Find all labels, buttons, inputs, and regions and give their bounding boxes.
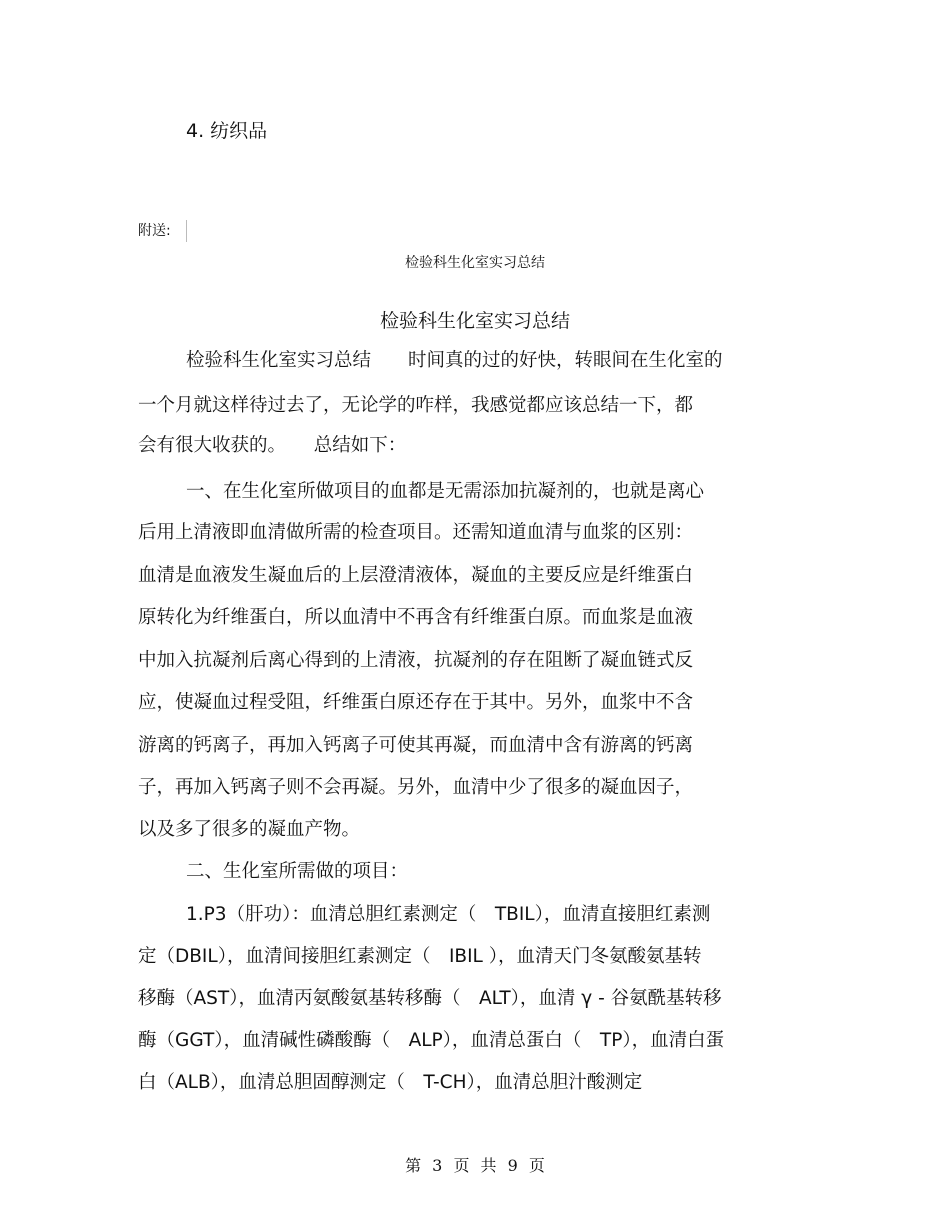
body-line: 原转化为纤维蛋白，所以血清中不再含有纤维蛋白原。而血浆是血液 (138, 607, 694, 628)
body-line: 定（DBIL），血清间接胆红素测定（ IBIL ），血清天门冬氨酸氨基转 (138, 946, 702, 967)
page-footer: 第 3 页 共 9 页 (405, 1156, 545, 1175)
text-cursor-divider (186, 220, 187, 242)
body-line: 中加入抗凝剂后离心得到的上清液，抗凝剂的存在阻断了凝血链式反 (138, 650, 694, 671)
item-heading: 4. 纺织品 (186, 120, 268, 142)
body-line: 检验科生化室实习总结 时间真的过的好快，转眼间在生化室的 (186, 350, 723, 371)
document-title: 检验科生化室实习总结 (379, 310, 570, 332)
appendix-label: 附送: (138, 223, 171, 239)
body-line: 一个月就这样待过去了，无论学的咋样，我感觉都应该总结一下，都 (138, 395, 694, 416)
body-line: 一、在生化室所做项目的血都是无需添加抗凝剂的，也就是离心 (186, 481, 705, 502)
body-line: 应，使凝血过程受阻，纤维蛋白原还存在于其中。另外，血浆中不含 (138, 692, 694, 713)
body-line: 1.P3（肝功）：血清总胆红素测定（ TBIL），血清直接胆红素测 (186, 904, 711, 925)
body-line: 以及多了很多的凝血产物。 (138, 819, 361, 840)
body-line: 移酶（AST），血清丙氨酸氨基转移酶（ ALT），血清 γ - 谷氨酰基转移 (138, 988, 722, 1009)
body-line: 白（ALB），血清总胆固醇测定（ T-CH），血清总胆汁酸测定 (138, 1072, 643, 1093)
body-line: 二、生化室所需做的项目： (186, 861, 409, 882)
body-line: 酶（GGT），血清碱性磷酸酶（ ALP），血清总蛋白（ TP），血清白蛋 (138, 1030, 725, 1051)
body-line: 后用上清液即血清做所需的检查项目。还需知道血清与血浆的区别： (138, 522, 694, 543)
body-line: 子，再加入钙离子则不会再凝。另外，血清中少了很多的凝血因子， (138, 777, 694, 798)
body-line: 游离的钙离子，再加入钙离子可使其再凝，而血清中含有游离的钙离 (138, 735, 694, 756)
body-line: 会有很大收获的。 总结如下： (138, 435, 407, 456)
running-title: 检验科生化室实习总结 (405, 255, 545, 271)
body-line: 血清是血液发生凝血后的上层澄清液体，凝血的主要反应是纤维蛋白 (138, 565, 694, 586)
